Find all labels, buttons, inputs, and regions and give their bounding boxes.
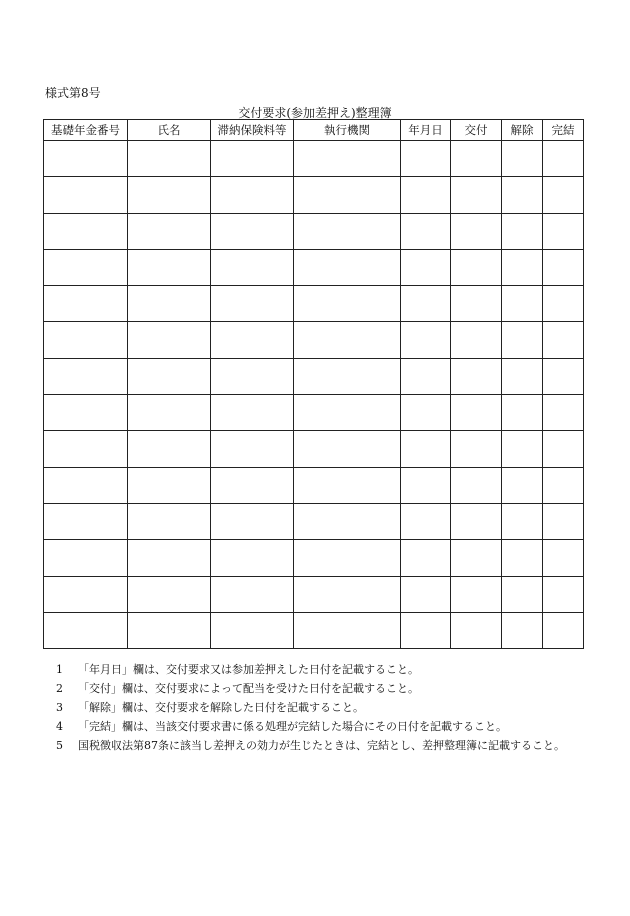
note-text: 「年月日」欄は、交付要求又は参加差押えした日付を記載すること。 [78,663,419,676]
table-cell [294,322,401,358]
note-number: 3 [56,701,63,714]
table-cell [294,576,401,612]
table-row [44,612,584,648]
header-row [44,120,584,141]
table-cell [294,503,401,539]
note-item [56,660,565,679]
table-cell [401,177,451,213]
table-cell [294,467,401,503]
table-row [44,141,584,177]
table-cell [502,286,543,322]
table-cell [401,141,451,177]
table-cell [543,431,584,467]
table-cell [451,322,502,358]
note-item [56,698,565,717]
table-cell [44,141,128,177]
table-cell [44,612,128,648]
table-cell [401,249,451,285]
column-header-release: 解除 [502,120,543,141]
table-cell [451,431,502,467]
table-cell [451,540,502,576]
table-cell [451,358,502,394]
table-cell [128,431,211,467]
table-cell [401,213,451,249]
table-cell [128,322,211,358]
table-row [44,467,584,503]
table-cell [451,612,502,648]
column-header-executing-agency: 執行機関 [294,120,401,141]
table-cell [294,395,401,431]
table-cell [543,540,584,576]
table-cell [128,141,211,177]
table-cell [543,177,584,213]
table-cell [211,249,294,285]
table-cell [128,286,211,322]
table-row [44,576,584,612]
table-row [44,213,584,249]
table-cell [294,612,401,648]
table-cell [128,395,211,431]
table-cell [44,467,128,503]
table-cell [401,612,451,648]
table-cell [451,467,502,503]
table-cell [128,358,211,394]
table-cell [294,213,401,249]
table-cell [128,249,211,285]
table-cell [451,249,502,285]
table-cell [211,358,294,394]
table-cell [44,286,128,322]
table-cell [502,249,543,285]
table-cell [294,540,401,576]
table-cell [451,177,502,213]
table-cell [451,503,502,539]
table-cell [44,322,128,358]
table-cell [543,576,584,612]
note-item [56,717,565,736]
table-cell [44,431,128,467]
table-cell [44,358,128,394]
table-cell [502,503,543,539]
table-row [44,358,584,394]
table-cell [44,503,128,539]
table-row [44,431,584,467]
table-cell [502,431,543,467]
table-cell [294,249,401,285]
table-cell [128,503,211,539]
table-cell [128,540,211,576]
note-number: 2 [56,682,63,695]
table-cell [502,141,543,177]
table-cell [211,576,294,612]
table-cell [502,322,543,358]
table-cell [502,177,543,213]
note-item [56,736,565,755]
table-cell [294,286,401,322]
table-cell [128,213,211,249]
table-row [44,322,584,358]
table-cell [401,286,451,322]
table-cell [211,431,294,467]
table-cell [543,503,584,539]
column-header-pension-number: 基礎年金番号 [44,120,128,141]
note-text: 国税徴収法第87条に該当し差押えの効力が生じたときは、完結とし、差押整理簿に記載すること。 [78,739,565,752]
table-cell [502,540,543,576]
table-cell [211,395,294,431]
table-cell [543,213,584,249]
note-number: 1 [56,663,63,676]
table-cell [543,395,584,431]
table-cell [294,177,401,213]
note-item [56,679,565,698]
table-cell [294,431,401,467]
table-cell [44,177,128,213]
table-cell [211,503,294,539]
table-cell [543,249,584,285]
column-header-completion: 完結 [543,120,584,141]
table-cell [543,322,584,358]
table-row [44,395,584,431]
ledger-body [44,141,584,649]
note-text: 「解除」欄は、交付要求を解除した日付を記載すること。 [78,701,364,714]
table-cell [294,358,401,394]
table-cell [543,286,584,322]
table-cell [543,467,584,503]
table-row [44,249,584,285]
table-cell [44,213,128,249]
column-header-delivery: 交付 [451,120,502,141]
table-cell [451,395,502,431]
table-cell [211,213,294,249]
column-header-date: 年月日 [401,120,451,141]
table-cell [128,467,211,503]
table-cell [211,141,294,177]
table-cell [401,322,451,358]
table-cell [211,322,294,358]
table-cell [451,141,502,177]
table-cell [451,576,502,612]
table-cell [401,540,451,576]
table-cell [44,249,128,285]
table-cell [401,503,451,539]
table-cell [502,576,543,612]
table-cell [401,431,451,467]
table-cell [502,395,543,431]
table-row [44,503,584,539]
table-cell [401,467,451,503]
table-cell [543,141,584,177]
ledger-table [43,119,584,649]
table-cell [211,286,294,322]
table-cell [502,612,543,648]
table-cell [543,612,584,648]
table-row [44,540,584,576]
table-cell [502,358,543,394]
table-cell [211,177,294,213]
note-text: 「完結」欄は、当該交付要求書に係る処理が完結した場合にその日付を記載すること。 [78,720,507,733]
table-cell [44,395,128,431]
column-header-name: 氏名 [128,120,211,141]
table-cell [502,467,543,503]
table-cell [543,358,584,394]
table-cell [211,467,294,503]
table-cell [401,358,451,394]
table-cell [294,141,401,177]
table-cell [451,286,502,322]
page-title: 交付要求(参加差押え)整理簿 [238,106,392,120]
note-number: 4 [56,720,63,733]
table-cell [128,576,211,612]
note-text: 「交付」欄は、交付要求によって配当を受けた日付を記載すること。 [78,682,419,695]
table-cell [451,213,502,249]
table-cell [211,540,294,576]
notes [56,660,565,755]
table-cell [401,576,451,612]
table-cell [211,612,294,648]
table-cell [502,213,543,249]
table-cell [128,177,211,213]
column-header-delinquent-premiums: 滞納保険料等 [211,120,294,141]
table-cell [128,612,211,648]
table-cell [44,540,128,576]
note-number: 5 [56,739,63,752]
table-cell [401,395,451,431]
table-cell [44,576,128,612]
form-number: 様式第8号 [45,86,101,100]
table-row [44,177,584,213]
table-row [44,286,584,322]
